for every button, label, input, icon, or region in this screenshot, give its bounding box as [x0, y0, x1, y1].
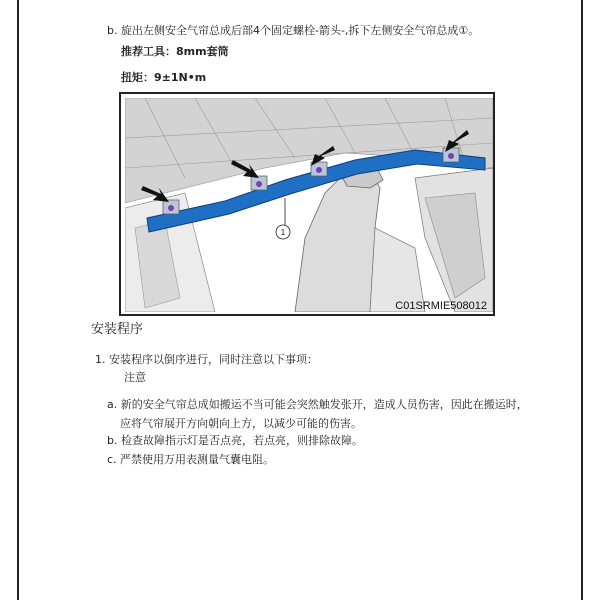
figure-illustration	[125, 98, 493, 312]
section-title: 安装程序	[91, 322, 144, 337]
note-a-line2: 应将气帘展开方向朝向上方，以减少可能的伤害。	[120, 417, 362, 430]
bolt-1	[168, 205, 174, 211]
note-b: b. 检查故障指示灯是否点亮，若点亮，则排除故障。	[107, 434, 363, 447]
note-label: 注意	[124, 371, 146, 384]
step-b-text: b. 旋出左侧安全气帘总成后部4个固定螺栓-箭头-,拆下左侧安全气帘总成①。	[107, 24, 480, 37]
airbag-removal-figure	[119, 92, 495, 316]
recommended-tool: 推荐工具：8mm套筒	[121, 45, 229, 58]
note-a-line1: a. 新的安全气帘总成如搬运不当可能会突然触发张开，造成人员伤害，因此在搬运时，	[107, 398, 528, 411]
callout-1-label: 1	[280, 228, 286, 237]
bolt-3	[316, 167, 322, 173]
note-c: c. 严禁使用万用表测量气囊电阻。	[107, 453, 275, 466]
torque-spec: 扭矩：9±1N•m	[121, 71, 207, 84]
bolt-4	[448, 153, 454, 159]
bolt-2	[256, 181, 262, 187]
figure-code: C01SRMIE508012	[395, 300, 487, 312]
install-step-1: 1. 安装程序以倒序进行，同时注意以下事项：	[95, 353, 318, 366]
